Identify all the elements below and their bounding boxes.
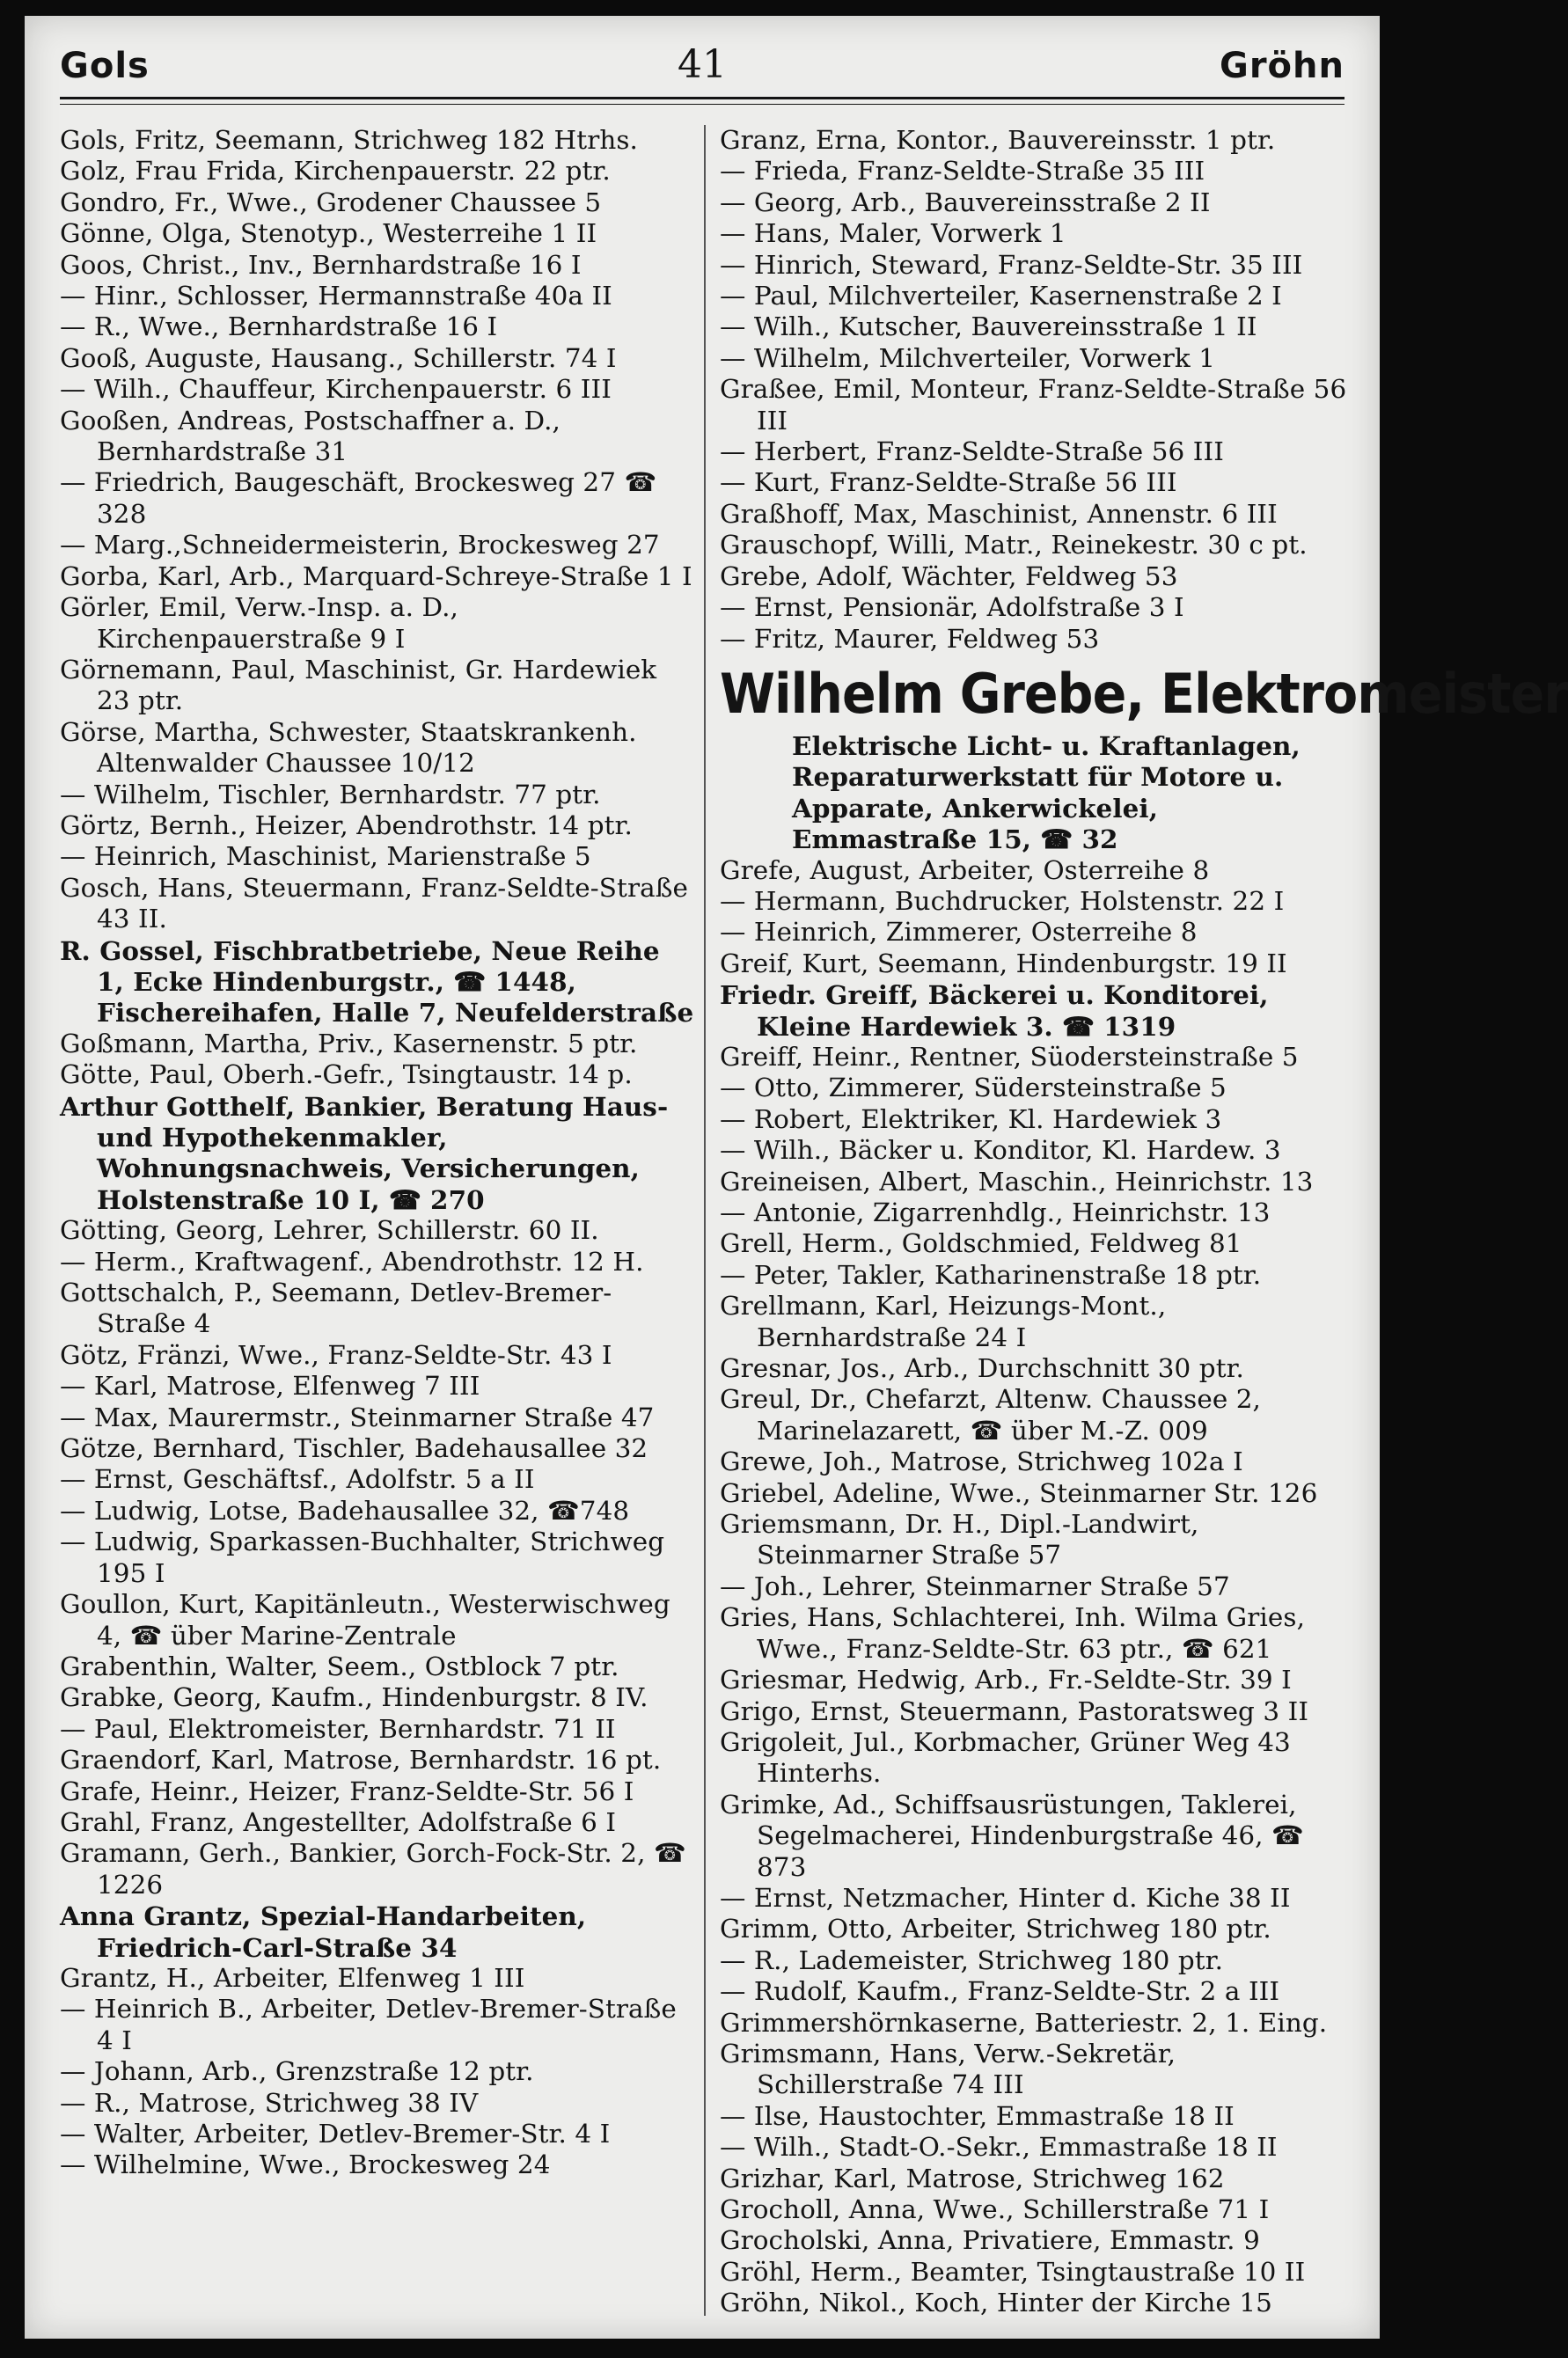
directory-entry: — Joh., Lehrer, Steinmarner Straße 57 — [720, 1571, 1230, 1601]
directory-entry: — Ernst, Geschäftsf., Adolfstr. 5 a II — [60, 1464, 535, 1495]
directory-entry: — Robert, Elektriker, Kl. Hardewiek 3 — [720, 1103, 1222, 1134]
directory-entry: Goos, Christ., Inv., Bernhardstraße 16 I — [60, 249, 582, 280]
directory-entry: Götz, Fränzi, Wwe., Franz-Seldte-Str. 43 I — [60, 1339, 612, 1370]
directory-entry: — Marg.,Schneidermeisterin, Brockesweg 27 — [60, 530, 660, 560]
right-column — [720, 125, 1568, 2318]
directory-entry: Greul, Dr., Chefarzt, Altenw. Chaussee 2, Marinelazarett, ☎ über M.-Z. 009 — [720, 1384, 1262, 1446]
directory-entry: Griebel, Adeline, Wwe., Steinmarner Str. 126 — [720, 1477, 1318, 1508]
directory-page — [25, 16, 1568, 2339]
directory-entry: — Ernst, Pensionär, Adolfstraße 3 I — [720, 592, 1184, 623]
directory-entry: Gresnar, Jos., Arb., Durchschnitt 30 ptr. — [720, 1353, 1244, 1384]
directory-entry: — Karl, Matrose, Elfenweg 7 III — [60, 1371, 480, 1402]
directory-entry: Grebe, Adolf, Wächter, Feldweg 53 — [720, 560, 1178, 591]
directory-entry: — Rudolf, Kaufm., Franz-Seldte-Str. 2 a III — [720, 1976, 1280, 2007]
directory-entry: — Hans, Maler, Vorwerk 1 — [720, 218, 1066, 249]
directory-entry: — Herm., Kraftwagenf., Abendrothstr. 12 H. — [60, 1246, 644, 1277]
directory-entry: — Ilse, Haustochter, Emmastraße 18 II — [720, 2100, 1235, 2131]
directory-entry: Golz, Frau Frida, Kirchenpauerstr. 22 ptr. — [60, 156, 611, 187]
directory-advert-entry: Friedr. Greiff, Bäckerei u. Konditorei, Kleine Hardewiek 3. ☎ 1319 — [720, 979, 1269, 1042]
directory-entry: — Wilh., Kutscher, Bauvereinsstraße 1 II — [720, 311, 1257, 342]
advert-title: Wilhelm Grebe, Elektromeister — [720, 661, 1568, 726]
column-divider — [704, 125, 706, 2316]
directory-entry: Gooßen, Andreas, Postschaffner a. D., Bernhardstraße 31 — [60, 405, 561, 467]
directory-entry: — Heinrich, Zimmerer, Osterreihe 8 — [720, 917, 1198, 948]
directory-entry: — Johann, Arb., Grenzstraße 12 ptr. — [60, 2056, 534, 2087]
directory-entry: — Ernst, Netzmacher, Hinter d. Kiche 38 II — [720, 1882, 1291, 1913]
directory-entry: — Hinr., Schlosser, Hermannstraße 40a II — [60, 281, 612, 311]
directory-entry: Grell, Herm., Goldschmied, Feldweg 81 — [720, 1228, 1242, 1259]
directory-entry: Grantz, H., Arbeiter, Elfenweg 1 III — [60, 1962, 525, 1993]
directory-entry: — Fritz, Maurer, Feldweg 53 — [720, 623, 1100, 654]
directory-entry: — Friedrich, Baugeschäft, Brockesweg 27 ☎ 328 — [60, 467, 657, 529]
directory-entry: — R., Matrose, Strichweg 38 IV — [60, 2087, 479, 2118]
directory-entry: Grewe, Joh., Matrose, Strichweg 102a I — [720, 1446, 1243, 1477]
directory-entry: — Wilh., Bäcker u. Konditor, Kl. Hardew. 3 — [720, 1135, 1281, 1166]
directory-entry: Grellmann, Karl, Heizungs-Mont., Bernhardstraße 24 I — [720, 1291, 1167, 1352]
directory-entry: — Paul, Milchverteiler, Kasernenstraße 2 I — [720, 281, 1282, 311]
directory-entry: Greif, Kurt, Seemann, Hindenburgstr. 19 II — [720, 948, 1287, 978]
directory-entry: Gönne, Olga, Stenotyp., Westerreihe 1 II — [60, 218, 597, 249]
directory-entry: Gorba, Karl, Arb., Marquard-Schreye-Straße 1 I — [60, 560, 692, 591]
directory-entry: Grimmershörnkaserne, Batteriestr. 2, 1. Eing. — [720, 2007, 1328, 2038]
directory-entry: Gondro, Fr., Wwe., Grodener Chaussee 5 — [60, 187, 602, 217]
directory-entry: Gramann, Gerh., Bankier, Gorch-Fock-Str. 2, ☎ 1226 — [60, 1838, 686, 1900]
directory-entry: Granz, Erna, Kontor., Bauvereinsstr. 1 ptr. — [720, 125, 1276, 155]
directory-entry: Graßhoff, Max, Maschinist, Annenstr. 6 III — [720, 498, 1278, 529]
directory-entry: Grocholski, Anna, Privatiere, Emmastr. 9 — [720, 2225, 1260, 2256]
directory-entry: Gosch, Hans, Steuermann, Franz-Seldte-Straße 43 II. — [60, 872, 688, 934]
directory-entry: Grimsmann, Hans, Verw.-Sekretär, Schillerstraße 74 III — [720, 2038, 1176, 2100]
directory-entry: Gooß, Auguste, Hausang., Schillerstr. 74 I — [60, 342, 617, 373]
directory-entry: Grabenthin, Walter, Seem., Ostblock 7 ptr. — [60, 1651, 619, 1681]
directory-entry: Greiff, Heinr., Rentner, Süodersteinstraße 5 — [720, 1041, 1299, 1072]
directory-entry: — Ludwig, Sparkassen-Buchhalter, Strichweg 195 I — [60, 1527, 665, 1588]
directory-entry: Goßmann, Martha, Priv., Kasernenstr. 5 ptr. — [60, 1028, 638, 1058]
directory-entry: Grizhar, Karl, Matrose, Strichweg 162 — [720, 2163, 1225, 2193]
directory-entry: Grigoleit, Jul., Korbmacher, Grüner Weg 43 Hinterhs. — [720, 1726, 1291, 1789]
directory-entry: Griemsmann, Dr. H., Dipl.-Landwirt, Steinmarner Straße 57 — [720, 1509, 1199, 1571]
directory-entry: — Walter, Arbeiter, Detlev-Bremer-Str. 4 I — [60, 2119, 611, 2149]
directory-entry: — Paul, Elektromeister, Bernhardstr. 71 II — [60, 1713, 616, 1744]
directory-entry: — Frieda, Franz-Seldte-Straße 35 III — [720, 156, 1205, 187]
directory-entry: Greineisen, Albert, Maschin., Heinrichstr. 13 — [720, 1166, 1314, 1197]
right-column-bottom — [720, 855, 1350, 2319]
directory-entry: — Hinrich, Steward, Franz-Seldte-Str. 35 III — [720, 249, 1303, 280]
directory-advert-entry: Arthur Gotthelf, Bankier, Beratung Haus- und Hypothekenmakler, Wohnungsnachweis, Versicherungen, Holstenstraße 10 I, ☎ 270 — [60, 1090, 669, 1215]
directory-entry: Grigo, Ernst, Steuermann, Pastoratsweg 3 II — [720, 1695, 1309, 1726]
directory-entry: — Wilhelm, Milchverteiler, Vorwerk 1 — [720, 342, 1216, 373]
directory-entry: — Ludwig, Lotse, Badehausallee 32, ☎748 — [60, 1495, 630, 1526]
directory-entry: Graendorf, Karl, Matrose, Bernhardstr. 16 pt. — [60, 1745, 662, 1776]
directory-entry: — Georg, Arb., Bauvereinsstraße 2 II — [720, 187, 1211, 217]
directory-entry: — Wilh., Stadt-O.-Sekr., Emmastraße 18 II — [720, 2132, 1278, 2163]
directory-entry: — Kurt, Franz-Seldte-Straße 56 III — [720, 467, 1177, 498]
page-header — [60, 30, 1345, 106]
left-column — [60, 125, 695, 2316]
directory-entry: — Wilhelmine, Wwe., Brockesweg 24 — [60, 2149, 551, 2180]
directory-entry: Graßee, Emil, Monteur, Franz-Seldte-Straße 56 III — [720, 374, 1347, 436]
directory-entry: Görler, Emil, Verw.-Insp. a. D., Kirchenpauerstraße 9 I — [60, 592, 458, 654]
header-rule — [60, 97, 1345, 99]
directory-entry: Grimm, Otto, Arbeiter, Strichweg 180 ptr. — [720, 1914, 1271, 1944]
directory-entry: — Hermann, Buchdrucker, Holstenstr. 22 I — [720, 885, 1285, 916]
directory-entry: — Herbert, Franz-Seldte-Straße 56 III — [720, 436, 1224, 467]
page-number: 41 — [678, 42, 727, 87]
directory-entry: Grefe, August, Arbeiter, Osterreihe 8 — [720, 854, 1210, 885]
directory-advert-entry: R. Gossel, Fischbratbetriebe, Neue Reihe 1, Ecke Hindenburgstr., ☎ 1448, Fischereihafen, Halle 7, Neufelderstraße — [60, 934, 694, 1029]
directory-entry: — Peter, Takler, Katharinenstraße 18 ptr. — [720, 1259, 1262, 1290]
directory-entry: Götze, Bernhard, Tischler, Badehausallee 32 — [60, 1433, 648, 1464]
directory-entry: — Otto, Zimmerer, Südersteinstraße 5 — [720, 1073, 1227, 1103]
directory-entry: Gols, Fritz, Seemann, Strichweg 182 Htrhs. — [60, 125, 638, 155]
directory-entry: Görtz, Bernh., Heizer, Abendrothstr. 14 ptr. — [60, 809, 633, 840]
directory-entry: Gottschalch, P., Seemann, Detlev-Bremer-Straße 4 — [60, 1278, 612, 1339]
directory-entry: — Heinrich, Maschinist, Marienstraße 5 — [60, 841, 591, 872]
directory-entry: Gries, Hans, Schlachterei, Inh. Wilma Gries, Wwe., Franz-Seldte-Str. 63 ptr., ☎ 621 — [720, 1602, 1306, 1664]
directory-entry: Gröhl, Herm., Beamter, Tsingtaustraße 10 II — [720, 2256, 1306, 2287]
directory-entry: — Heinrich B., Arbeiter, Detlev-Bremer-Straße 4 I — [60, 1994, 677, 2055]
directory-entry: — Wilhelm, Tischler, Bernhardstr. 77 ptr. — [60, 779, 601, 809]
directory-entry: Götting, Georg, Lehrer, Schillerstr. 60 II. — [60, 1215, 599, 1246]
header-rule-thin — [60, 104, 1345, 105]
directory-entry: Grimke, Ad., Schiffsausrüstungen, Taklerei, Segelmacherei, Hindenburgstraße 46, ☎ 873 — [720, 1789, 1304, 1882]
directory-entry: Grauschopf, Willi, Matr., Reinekestr. 30 c pt. — [720, 530, 1308, 560]
header-last-name: Gröhn — [1220, 46, 1345, 86]
directory-entry: — R., Wwe., Bernhardstraße 16 I — [60, 311, 498, 342]
directory-entry: Gröhn, Nikol., Koch, Hinter der Kirche 15 — [720, 2288, 1272, 2318]
directory-entry: — R., Lademeister, Strichweg 180 ptr. — [720, 1944, 1224, 1975]
directory-entry: — Max, Maurermstr., Steinmarner Straße 47 — [60, 1402, 655, 1432]
directory-entry: Griesmar, Hedwig, Arb., Fr.-Seldte-Str. 39 I — [720, 1665, 1292, 1695]
directory-entry: — Wilh., Chauffeur, Kirchenpauerstr. 6 III — [60, 374, 612, 405]
directory-advert-entry: Anna Grantz, Spezial-Handarbeiten, Friedrich-Carl-Straße 34 — [60, 1900, 587, 1963]
directory-entry: Goullon, Kurt, Kapitänleutn., Westerwischweg 4, ☎ über Marine-Zentrale — [60, 1589, 670, 1651]
right-column-top — [720, 125, 1350, 655]
directory-entry: Grafe, Heinr., Heizer, Franz-Seldte-Str. 56 I — [60, 1776, 634, 1806]
directory-entry: Grabke, Georg, Kaufm., Hindenburgstr. 8 IV. — [60, 1682, 648, 1713]
directory-entry: Grahl, Franz, Angestellter, Adolfstraße 6 I — [60, 1806, 617, 1837]
advert-body: Elektrische Licht- u. Kraftanlagen, Reparaturwerkstatt für Motore u. Apparate, Ankerwickelei, Emmastraße 15, ☎ 32 — [792, 729, 1301, 855]
directory-entry: Götte, Paul, Oberh.-Gefr., Tsingtaustr. 14 p. — [60, 1059, 633, 1090]
directory-entry: — Antonie, Zigarrenhdlg., Heinrichstr. 13 — [720, 1197, 1271, 1227]
directory-entry: Grocholl, Anna, Wwe., Schillerstraße 71 I — [720, 2194, 1270, 2224]
directory-entry: Görse, Martha, Schwester, Staatskrankenh. Altenwalder Chaussee 10/12 — [60, 716, 637, 779]
header-first-name: Gols — [60, 46, 150, 86]
directory-entry: Görnemann, Paul, Maschinist, Gr. Hardewiek 23 ptr. — [60, 654, 657, 716]
